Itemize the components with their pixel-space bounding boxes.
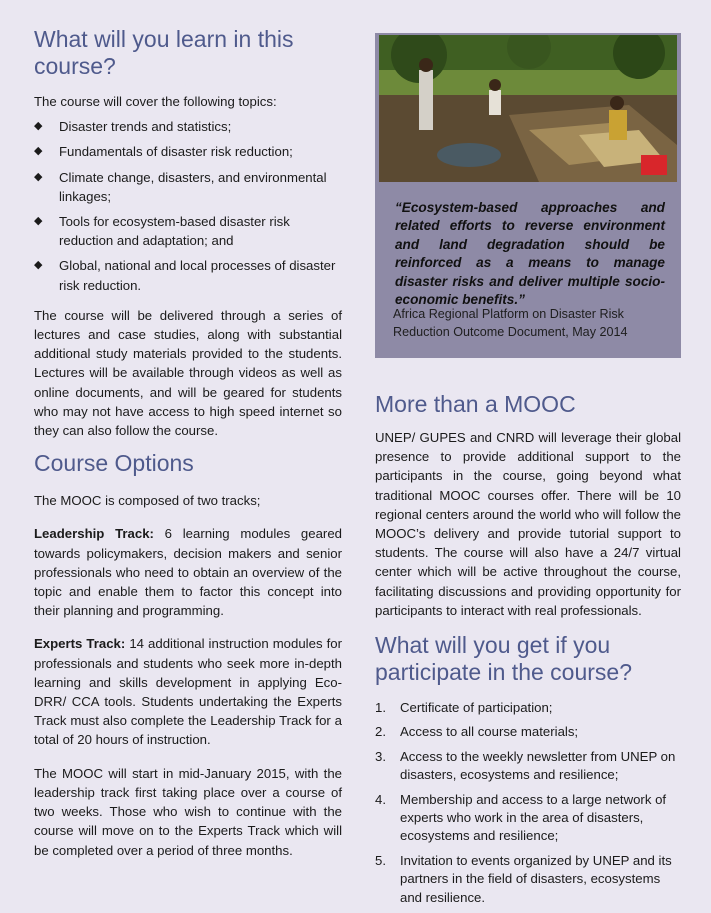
diamond-bullet-icon: ◆: [34, 259, 43, 272]
experts-track-paragraph: Experts Track: 14 additional instruction modules for professionals and students who seek more in-depth learning and skills development in applying Eco-DRR/ CCA tools. Students undertaking the Experts Track must also complete the Leadership Track for a total of 20 hours of instruction.: [34, 636, 342, 748]
heading-what-you-get: What will you get if you participate in the course?: [375, 632, 632, 686]
topics-intro: The course will cover the following topics:: [34, 94, 277, 109]
experts-track-label: Experts Track:: [34, 636, 126, 652]
quote-source: Africa Regional Platform on Disaster Risk Reduction Outcome Document, May 2014: [393, 307, 628, 340]
heading-more-than-mooc: More than a MOOC: [375, 391, 576, 417]
benefits-list: [375, 699, 681, 907]
diamond-bullet-icon: ◆: [34, 170, 43, 183]
list-item: 3. Access to the weekly newsletter from UNEP on disasters, ecosystems and resilience;: [375, 748, 676, 783]
quote-box: [375, 33, 681, 358]
list-item: 5. Invitation to events organized by UNEP and its partners in the field of disasters, ecosystems and resilience.: [375, 852, 672, 905]
delivery-paragraph: The course will be delivered through a series of lectures and case studies, along with substantial additional study materials provided to the students. Lectures will be available through videos as well as online documents, and will be geared for students who may not have access to high speed internet so they can also follow the course.: [34, 307, 342, 439]
farmers-photo: [379, 35, 677, 182]
list-item: ◆ Global, national and local processes of disaster risk reduction.: [34, 258, 336, 293]
right-column: [375, 33, 681, 913]
left-column: [34, 26, 342, 860]
heading-learn: What will you learn in this course?: [34, 26, 294, 79]
start-paragraph: The MOOC will start in mid-January 2015, with the leadership track first taking place over a course of two weeks. Those who wish to continue with the course will move on to the Experts Track which will be completed over a period of three months.: [34, 765, 342, 858]
gupes-paragraph: UNEP/ GUPES and CNRD will leverage their global presence to provide additional support to the participants in the course, going beyond what traditional MOOC courses offer. There will be 10 regional centers around the world who will follow the MOOC’s delivery and provide tutorial support to students. The course will also have a 24/7 virtual center which will be active throughout the course, facilitating discussions and providing opportunity for participants to interact with real professionals.: [375, 430, 681, 618]
heading-course-options: Course Options: [34, 450, 194, 477]
list-item: ◆ Tools for ecosystem-based disaster risk reduction and adaptation; and: [34, 214, 290, 249]
list-item: 2. Access to all course materials;: [375, 724, 579, 740]
list-item: ◆ Fundamentals of disaster risk reduction;: [34, 142, 342, 161]
topics-list: [34, 117, 342, 295]
quote-text: “Ecosystem-based approaches and related efforts to reverse environment and land degradation should be reinforced as a means to manage disaster risks and deliver multiple socio-economic benefits.”: [395, 200, 665, 308]
farmers-photo-illustration: [379, 35, 677, 182]
diamond-bullet-icon: ◆: [34, 215, 43, 228]
list-item: ◆ Disaster trends and statistics;: [34, 117, 342, 136]
diamond-bullet-icon: ◆: [34, 120, 43, 133]
list-item: 4. Membership and access to a large network of experts who work in the area of disasters, ecosystems and resilience;: [375, 791, 667, 844]
leadership-track-paragraph: Leadership Track: 6 learning modules geared towards policymakers, decision makers and senior professionals who need to obtain an overview of the topic and enable them to factor this concept into their planning and programming.: [34, 526, 342, 619]
leadership-track-label: Leadership Track:: [34, 526, 154, 542]
list-item: 1. Certificate of participation;: [375, 700, 553, 716]
list-item: ◆ Climate change, disasters, and environmental linkages;: [34, 169, 327, 204]
tracks-intro: The MOOC is composed of two tracks;: [34, 493, 261, 509]
diamond-bullet-icon: ◆: [34, 145, 43, 158]
